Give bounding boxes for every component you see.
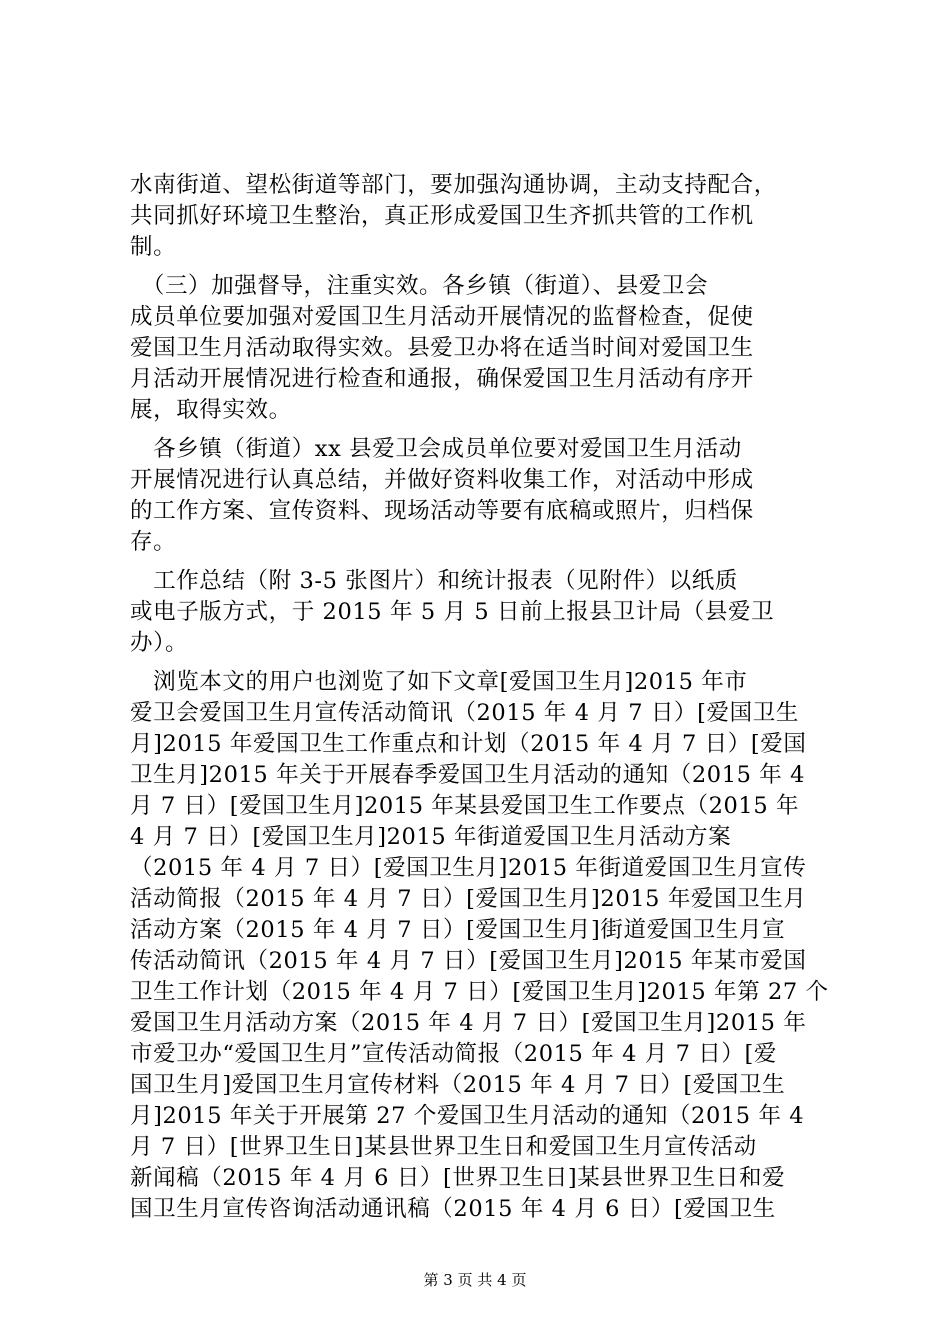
text-line: 活动方案（2015 年 4 月 7 日）[爱国卫生月]街道爱国卫生月宣 [130,917,786,943]
text-line: 开展情况进行认真总结，并做好资料收集工作，对活动中形成 [130,467,754,493]
text-line: 市爱卫办“爱国卫生月”宣传活动简报（2015 年 4 月 7 日）[爱 [130,1041,777,1067]
page-footer: 第 3 页 共 4 页 [423,1271,527,1289]
text-line: 水南街道、望松街道等部门，要加强沟通协调，主动支持配合， [130,172,777,198]
paragraph [130,434,832,558]
text-line: 月 7 日）[世界卫生日]某县世界卫生日和爱国卫生月宣传活动 [130,1134,757,1160]
text-line: 展，取得实效。 [130,397,292,423]
text-line: 或电子版方式，于 2015 年 5 月 5 日前上报县卫计局（县爱卫 [130,599,775,625]
paragraph [130,667,832,1225]
text-line: 浏览本文的用户也浏览了如下文章[爱国卫生月]2015 年市 [130,669,748,695]
paragraph [130,170,832,263]
paragraph [130,271,832,426]
text-line: 工作总结（附 3-5 张图片）和统计报表（见附件）以纸质 [130,568,738,594]
text-line: 制。 [130,234,177,260]
text-line: 4 月 7 日）[爱国卫生月]2015 年街道爱国卫生月活动方案 [130,824,732,850]
text-line: 国卫生月]爱国卫生月宣传材料（2015 年 4 月 7 日）[爱国卫生 [130,1072,786,1098]
text-line: 月]2015 年关于开展第 27 个爱国卫生月活动的通知（2015 年 4 [130,1103,805,1129]
text-line: （三）加强督导，注重实效。各乡镇（街道）、县爱卫会 [130,273,709,299]
text-line: 卫生月]2015 年关于开展春季爱国卫生月活动的通知（2015 年 4 [130,762,806,788]
text-line: 爱卫会爱国卫生月宣传活动简讯（2015 年 4 月 7 日）[爱国卫生 [130,700,799,726]
text-line: 共同抓好环境卫生整治，真正形成爱国卫生齐抓共管的工作机 [130,203,754,229]
text-line: 传活动简讯（2015 年 4 月 7 日）[爱国卫生月]2015 年某市爱国 [130,948,807,974]
text-line: 存。 [130,529,177,555]
text-line: 活动简报（2015 年 4 月 7 日）[爱国卫生月]2015 年爱国卫生月 [130,886,807,912]
text-line: 的工作方案、宣传资料、现场活动等要有底稿或照片，归档保 [130,498,754,524]
text-line: 办）。 [130,630,189,656]
document-body [130,170,832,1225]
text-line: 爱国卫生月活动取得实效。县爱卫办将在适当时间对爱国卫生 [130,335,754,361]
text-line: 爱国卫生月活动方案（2015 年 4 月 7 日）[爱国卫生月]2015 年 [130,1010,807,1036]
text-line: 国卫生月宣传咨询活动通讯稿（2015 年 4 月 6 日）[爱国卫生 [130,1196,776,1222]
text-line: 月活动开展情况进行检查和通报，确保爱国卫生月活动有序开 [130,366,754,392]
paragraph [130,566,832,659]
text-line: 月 7 日）[爱国卫生月]2015 年某县爱国卫生工作要点（2015 年 [130,793,800,819]
text-line: 月]2015 年爱国卫生工作重点和计划（2015 年 4 月 7 日）[爱国 [130,731,807,757]
text-line: 成员单位要加强对爱国卫生月活动开展情况的监督检查，促使 [130,304,754,330]
text-line: 各乡镇（街道）xx 县爱卫会成员单位要对爱国卫生月活动 [130,436,742,462]
text-line: （2015 年 4 月 7 日）[爱国卫生月]2015 年街道爱国卫生月宣传 [130,855,807,881]
text-line: 卫生工作计划（2015 年 4 月 7 日）[爱国卫生月]2015 年第 27 个 [130,979,829,1005]
text-line: 新闻稿（2015 年 4 月 6 日）[世界卫生日]某县世界卫生日和爱 [130,1165,786,1191]
